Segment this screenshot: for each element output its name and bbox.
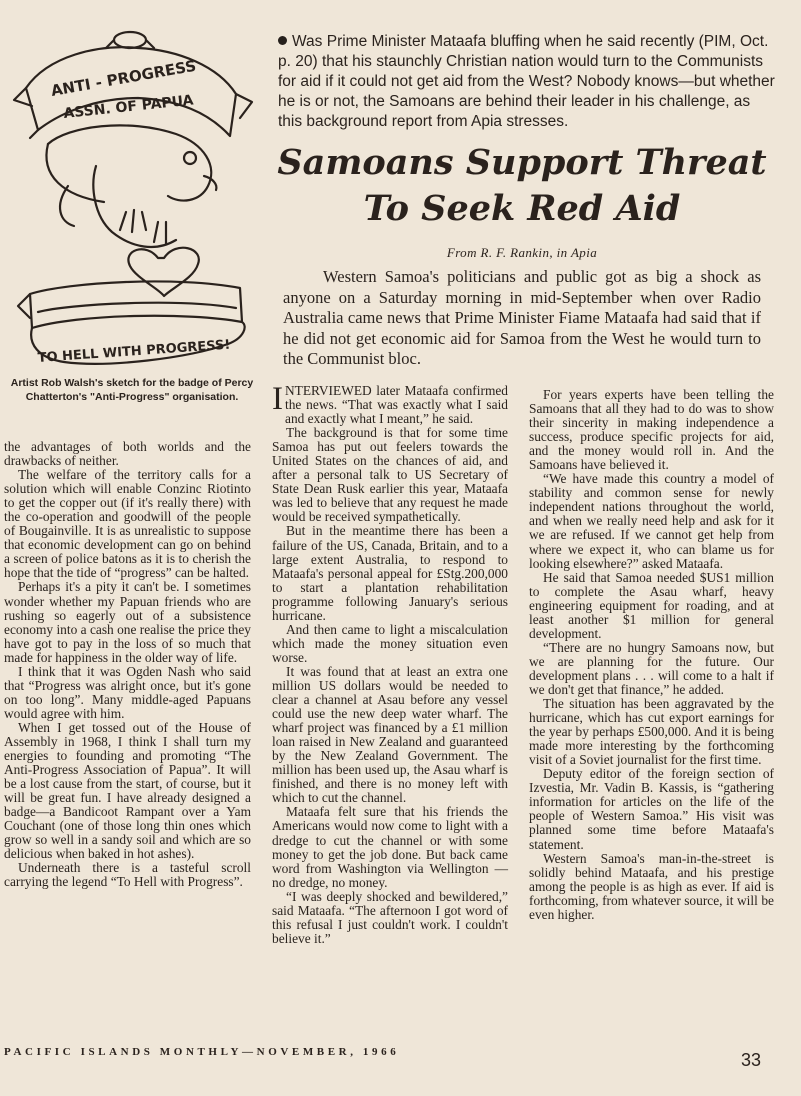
svg-text:TO HELL WITH PROGRESS!: TO HELL WITH PROGRESS! <box>37 337 231 366</box>
col1-paragraph: Perhaps it's a pity it can't be. I sometimes wonder whether my Papuan friends who are rushing so eagerly out of a subsistence economy into a cash one realise the price they have got to pay in the loss of so much that made for happiness in the older way of life. <box>4 579 251 665</box>
col1-paragraph: Underneath there is a tasteful scroll carrying the legend “To Hell with Progress”. <box>4 860 251 890</box>
byline: From R. F. Rankin, in Apia <box>446 245 598 260</box>
col2-paragraph: “I was deeply shocked and bewildered,” said Mataafa. “The afternoon I got word of this refusal I just couldn't work. I couldn't believe it.” <box>272 888 508 946</box>
lede-paragraph: Western Samoa's politicians and public got as big a shock as anyone on a Saturday morning in mid-September when over Radio Australia came news that Prime Minister Fiame Mataafa had said that if he did not get economic aid for Samoa from the West he would turn to the Communist bloc. <box>283 267 761 368</box>
col2-paragraph: Mataafa felt sure that his friends the Americans would now come to light with a dredge to cut the channel or with some money to get the job done. But back came word from Washington via Wellington — no dredge, no money. <box>272 804 508 890</box>
col1-paragraph: When I get tossed out of the House of Assembly in 1968, I think I shall turn my energies to founding and promoting “The Anti-Progress Association of Papua”. It will be a lost cause from the start, of course, but it will be great fun. I have already designed a badge—a Bandicoot Rampant over a Yam Couchant (one of those long thin ones which grow so well in a sandy soil and which are so delicious when baked in hot ashes). <box>4 719 251 862</box>
col2-paragraph: The background is that for some time Samoa has put out feelers towards the United States on the chances of aid, and after a personal talk to US Secretary of State Dean Rusk earlier this year, Mataafa was led to believe that any request he made would be received sympathetically. <box>272 425 508 525</box>
article-headline <box>262 140 782 232</box>
anti-progress-badge-illustration <box>8 26 256 366</box>
col2-first-paragraph <box>272 381 508 427</box>
col3-paragraph: Deputy editor of the foreign section of Izvestia, Mr. Vadin B. Kassis, is “gathering information for articles on the life of the people of Western Samoa.” His visit was planned some time before Mataafa's statement. <box>529 766 774 852</box>
col2-paragraph: But in the meantime there has been a failure of the US, Canada, Britain, and to a large extent Australia, to respond to Mataafa's personal appeal for £Stg.200,000 to start a plantation rehabilitation programme following January's serious hurricane. <box>272 523 508 623</box>
col3-paragraph: The situation has been aggravated by the hurricane, which has cut export earnings for the year by perhaps £500,000. And it is being made more interesting by the forthcoming visit of a Soviet journalist for the first time. <box>529 696 774 768</box>
footer-magazine-name: PACIFIC ISLANDS MONTHLY—NOVEMBER, 1966 <box>4 1046 400 1058</box>
svg-text:ASSN. OF PAPUA: ASSN. OF PAPUA <box>62 92 195 122</box>
col3-paragraph: For years experts have been telling the Samoans that all they had to do was to show their sincerity in making independence a success, produce specific projects for aid, and the money would roll in. And the Samoans have believed it. <box>529 387 774 473</box>
headline-line-2: To Seek Red Aid <box>363 188 681 229</box>
col3-paragraph: Western Samoa's man-in-the-street is solidly behind Mataafa, and his prestige among the people is as high as ever. If aid is forthcoming, from whatever source, it will be even higher. <box>529 850 774 922</box>
col3-paragraph: “There are no hungry Samoans now, but we are planning for the future. Our development plans . . . will come to a halt if we don't get that finance,” he added. <box>529 639 774 697</box>
intro-paragraph <box>278 32 778 132</box>
headline-line-1: Samoans Support Threat <box>277 142 767 183</box>
svg-text:ANTI - PROGRESS: ANTI - PROGRESS <box>49 56 198 100</box>
col3-paragraph: He said that Samoa needed $US1 million to complete the Asau wharf, heavy engineering equipment for roading, and at least another $1 million for general development. <box>529 569 774 641</box>
drop-cap: I <box>272 381 283 417</box>
col1-paragraph: I think that it was Ogden Nash who said that “Progress was alright once, but it's gone on too long”. Many middle-aged Papuans would agree with him. <box>4 663 251 721</box>
page-number: 33 <box>741 1050 762 1070</box>
col1-paragraph: the advantages of both worlds and the drawbacks of neither. <box>4 439 251 469</box>
badge-caption: Artist Rob Walsh's sketch for the badge of Percy Chatterton's "Anti-Progress" organisation. <box>10 377 254 403</box>
column-1 <box>4 440 251 890</box>
column-3 <box>529 388 774 922</box>
col1-paragraph: The welfare of the territory calls for a solution which will enable Conzinc Riotinto to get the copper out (if it's really there) with the co-operation and goodwill of the people of Bougainville. It is as unrealistic to suppose that economic development can go on behind a screen of police batons as it is to cherish the hope that the tide of “progress” can be halted. <box>4 467 251 581</box>
col2-paragraph: And then came to light a miscalculation which made the money situation even worse. <box>272 621 508 665</box>
bullet-icon <box>278 36 287 45</box>
column-2 <box>272 381 508 946</box>
col2-paragraph: It was found that at least an extra one million US dollars would be needed to clear a channel at Asau before any vessel could use the new deep water wharf. The wharf project was financed by a £1 million loan raised in New Zealand and guaranteed by the New Zealand Government. The million has been used up, the Asau wharf is finished, and there is no money left with which to cut the channel. <box>272 663 508 806</box>
col2-first-text: NTERVIEWED later Mataafa confirmed the news. “That was exactly what I said and exactly what I meant,” he said. <box>285 383 508 427</box>
badge-sketch-svg <box>8 26 256 366</box>
col3-paragraph: “We have made this country a model of stability and common sense for newly independent nations throughout the world, and when we really need help and ask for it we are refused. If we cannot get help from where we expect it, who can blame us for looking elsewhere?” asked Mataafa. <box>529 471 774 571</box>
intro-text: Was Prime Minister Mataafa bluffing when he said recently (PIM, Oct. p. 20) that his staunchly Christian nation would turn to the Communists for aid if it could not get aid from the West? Nobody knows—but whether he is or not, the Samoans are behind their leader in his challenge, as this background report from Apia stresses. <box>278 33 775 130</box>
